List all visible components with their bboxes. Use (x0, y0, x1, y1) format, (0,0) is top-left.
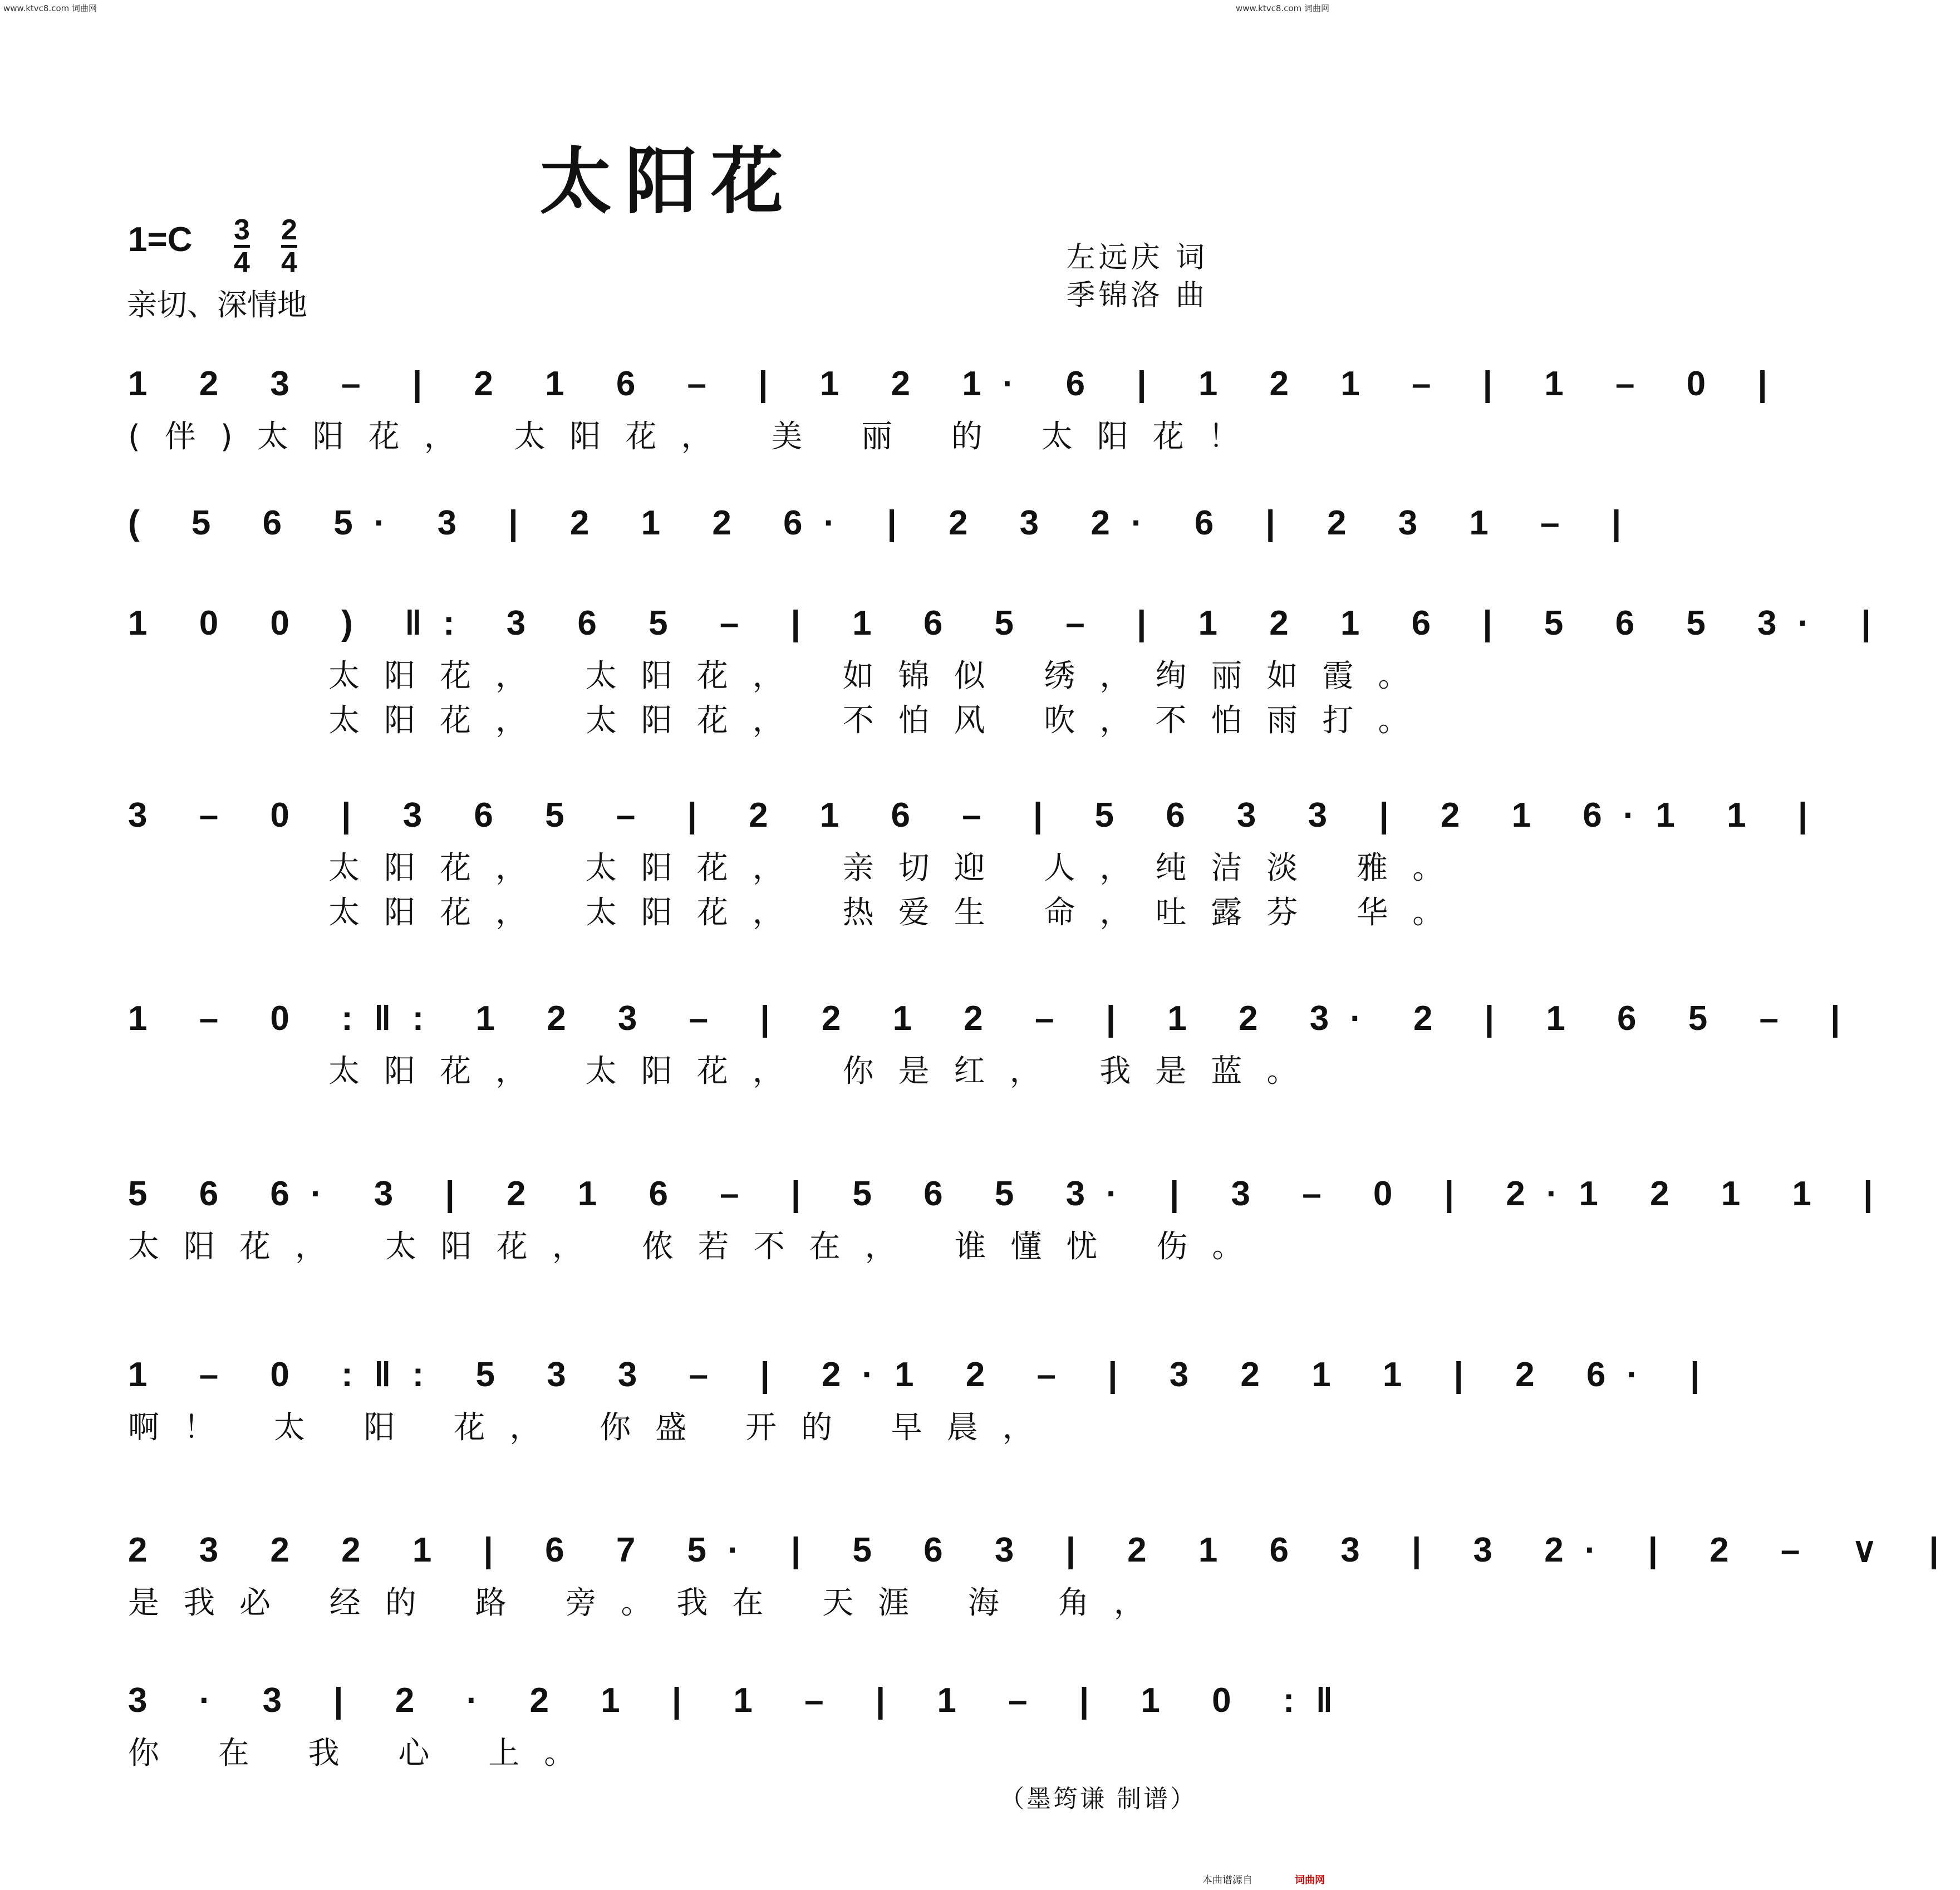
source-site: 词曲网 (1295, 1874, 1325, 1886)
notes-text: 5 6 6· 3 | 2 1 6 – | 5 6 5 3· | 3 – 0 | 2·1 2 1 1 | (128, 1175, 1894, 1213)
lyric-line: 太阳花， 太阳花， 你是红， 我是蓝。 (328, 1053, 1323, 1089)
notes-text: 1 – 0 :‖: 1 2 3 – | 2 1 2 – | 1 2 3· 2 | 1 6 5 – | (128, 999, 1861, 1038)
note-line (128, 1511, 1960, 1589)
song-title: 太阳花 (539, 139, 797, 224)
header-site-left: www.ktvc8.com 词曲网 (3, 3, 97, 13)
note-line (128, 484, 1643, 562)
notes-text: 3 · 3 | 2 · 2 1 | 1 – | 1 – | 1 0 :‖ (128, 1681, 1354, 1720)
lyric-line: 太阳花， 太阳花， 亲切迎 人，纯洁淡 雅。 (328, 850, 1468, 886)
meter1-bottom: 4 (234, 247, 250, 279)
header-site-right: www.ktvc8.com 词曲网 (1235, 3, 1329, 13)
lyric-line: 啊！ 太 阳 花， 你盛 开的 早晨， (128, 1410, 1058, 1446)
notes-text: ( 5 6 5· 3 | 2 1 2 6· | 2 3 2· 6 | 2 3 1 – | (128, 504, 1643, 542)
time-signature-2 (281, 216, 297, 277)
notes-text: 3 – 0 | 3 6 5 – | 2 1 6 – | 5 6 3 3 | 2 1 6·1 1 | (128, 796, 1829, 834)
note-line (128, 1662, 1354, 1740)
note-line (128, 980, 1861, 1058)
note-line (128, 1155, 1894, 1233)
notes-text: 1 2 3 – | 2 1 6 – | 1 2 1· 6 | 1 2 1 – | 1 – 0 | (128, 365, 1789, 403)
lyric-line: 太阳花， 太阳花， 如锦似 绣，绚丽如霞。 (328, 658, 1434, 694)
source-note: 本曲谱源自 (1202, 1874, 1252, 1886)
notes-text: 2 3 2 2 1 | 6 7 5· | 5 6 3 | 2 1 6 3 | 3 2· | 2 – ∨ | (128, 1531, 1960, 1569)
lyric-line: 太阳花， 太阳花， 侬若不在， 谁懂忧 伤。 (128, 1229, 1268, 1265)
lyric-line: 你 在 我 心 上。 (128, 1735, 600, 1771)
time-signature-1 (234, 216, 250, 277)
meter1-top: 3 (234, 214, 250, 246)
notes-text: 1 0 0 ) ‖: 3 6 5 – | 1 6 5 – | 1 2 1 6 | 5 6 5 3· | (128, 604, 1892, 642)
meter2-top: 2 (281, 214, 297, 246)
lyricist-credit: 左远庆 词 (1066, 241, 1208, 274)
notes-text: 1 – 0 :‖: 5 3 3 – | 2·1 2 – | 3 2 1 1 | 2 6· | (128, 1356, 1721, 1394)
note-line (128, 345, 1789, 423)
composer-credit: 季锦洛 曲 (1066, 279, 1208, 312)
lyric-line: (伴)太阳花， 太阳花， 美 丽 的 太阳花！ (128, 419, 1264, 455)
lyric-line: 太阳花， 太阳花， 热爱生 命，吐露芬 华。 (328, 895, 1468, 931)
meter2-bottom: 4 (281, 247, 297, 279)
note-line (128, 1336, 1721, 1414)
tempo-marking: 亲切、深情地 (127, 287, 307, 322)
key-signature: 1=C (128, 220, 193, 259)
note-line (128, 777, 1829, 855)
lyric-line: 太阳花， 太阳花， 不怕风 吹，不怕雨打。 (328, 703, 1434, 739)
transcriber-credit: （墨筠谦 制谱） (1000, 1785, 1197, 1813)
lyric-line: 是我必 经的 路 旁。我在 天涯 海 角， (128, 1585, 1170, 1621)
note-line (128, 585, 1892, 662)
